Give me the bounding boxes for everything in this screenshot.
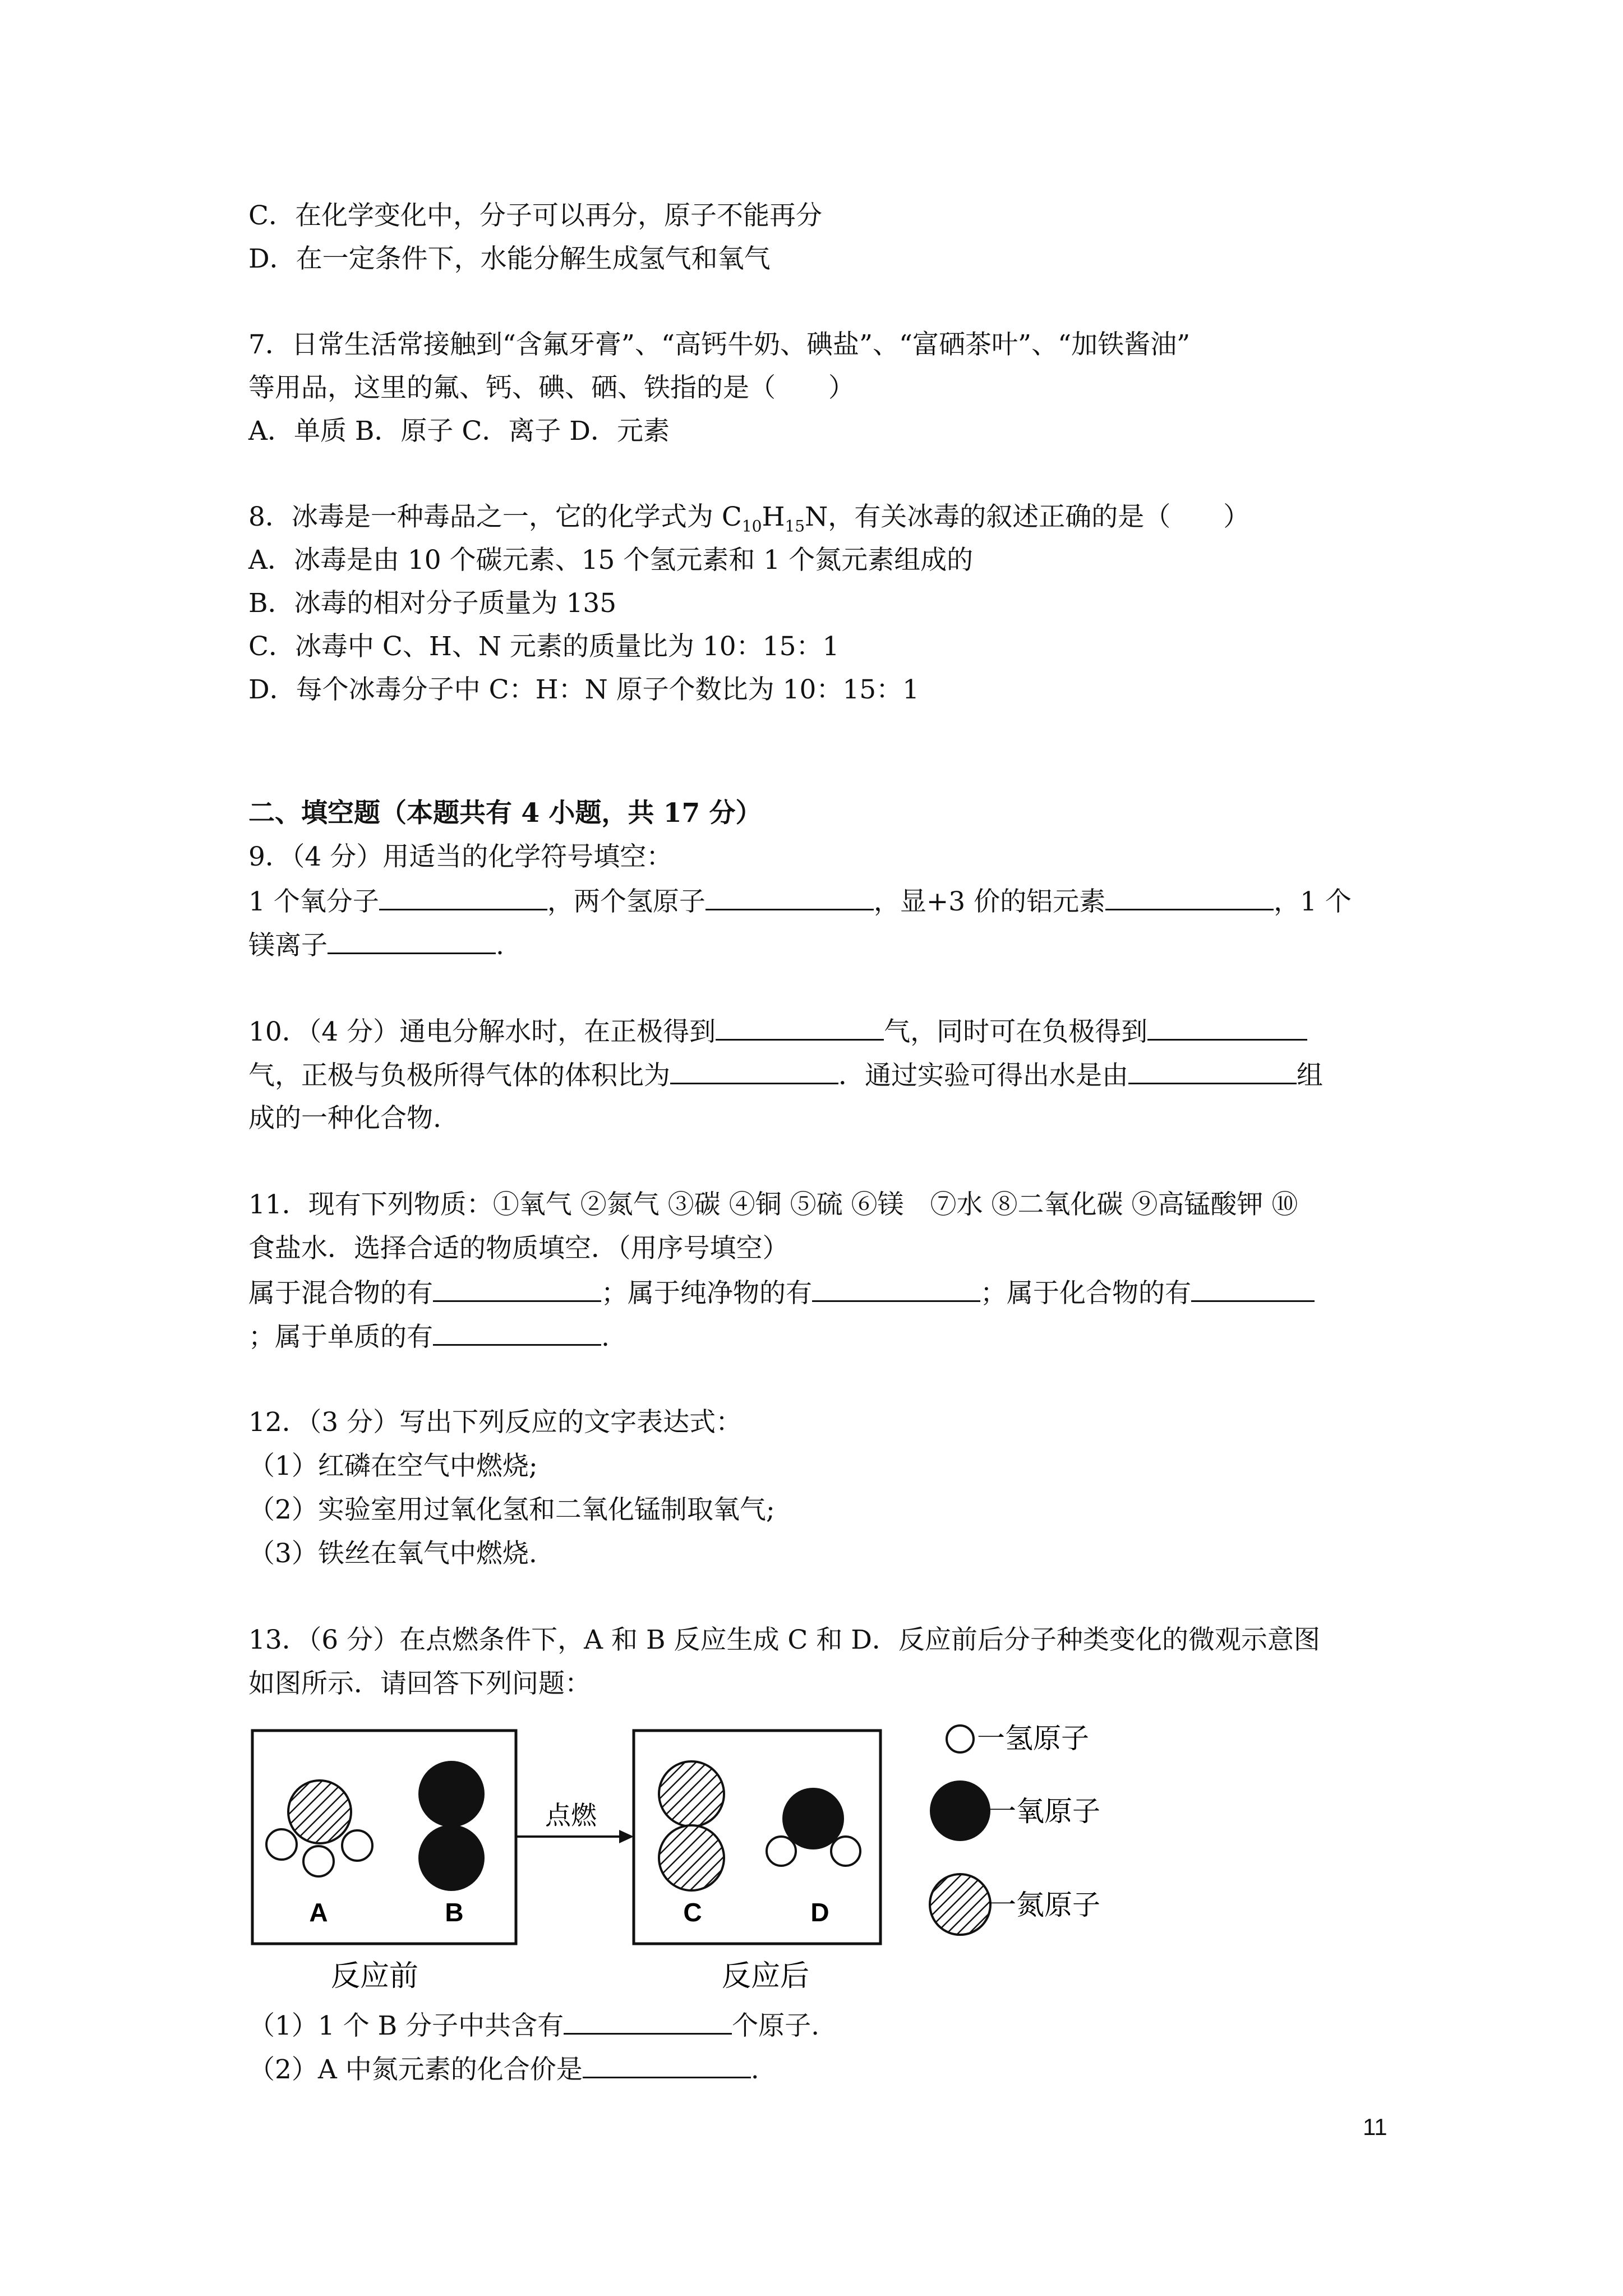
q7-stem-line2: 等用品，这里的氟、钙、碘、硒、铁指的是（ ）: [248, 372, 855, 403]
q12-item3: （3）铁丝在氧气中燃烧.: [248, 1538, 537, 1569]
q11-stem-line1: 11．现有下列物质：①氧气 ②氮气 ③碳 ④铜 ⑤硫 ⑥镁 ⑦水 ⑧二氧化碳 ⑨高锰酸钾 ⑩: [248, 1189, 1298, 1220]
answer-blank[interactable]: [1191, 1276, 1315, 1302]
arrow-head: [619, 1830, 634, 1843]
answer-blank[interactable]: [564, 2008, 732, 2035]
q8-option-d: D．每个冰毒分子中 C：H：N 原子个数比为 10：15：1: [248, 674, 920, 705]
q8-stem: 8．冰毒是一种毒品之一，它的化学式为 $C_{10}H_{15}N$，有关冰毒的叙述正确的是（ ）: [248, 501, 1250, 536]
section2-title: 二、填空题（本题共有 4 小题，共 17 分）: [248, 798, 762, 829]
reaction-microscopic-diagram: [247, 1711, 1144, 2003]
q7-options: A．单质 B．原子 C．离子 D．元素: [248, 416, 670, 447]
label-d: D: [810, 1898, 829, 1927]
hydrogen-atom-d1: [767, 1837, 796, 1866]
q12-item2: （2）实验室用过氧化氢和二氧化锰制取氧气;: [248, 1494, 775, 1525]
q9-stem: 9．（4 分）用适当的化学符号填空：: [248, 841, 673, 872]
q9-line2: 镁离子 .: [248, 928, 504, 963]
hydrogen-atom-a3: [342, 1830, 372, 1861]
legend-nitrogen-label: 一氮原子: [988, 1889, 1100, 1921]
q6-option-c: C．在化学变化中，分子可以再分，原子不能再分: [248, 200, 822, 231]
legend-oxygen-label: 一氧原子: [988, 1795, 1100, 1828]
q13-stem-line2: 如图所示．请回答下列问题：: [248, 1668, 591, 1699]
nitrogen-atom-c1: [659, 1761, 724, 1826]
q8-option-c: C．冰毒中 C、H、N 元素的质量比为 10：15：1: [248, 631, 840, 662]
answer-blank[interactable]: [1147, 1014, 1307, 1041]
q7-stem-line1: 7．日常生活常接触到“含氟牙膏”、“高钙牛奶、碘盐”、“富硒茶叶”、“加铁酱油”: [248, 329, 1191, 360]
answer-blank[interactable]: [328, 928, 496, 954]
oxygen-atom-b1: [418, 1761, 485, 1827]
answer-blank[interactable]: [812, 1276, 980, 1302]
q6-option-d: D．在一定条件下，水能分解生成氢气和氧气: [248, 243, 771, 274]
q10-line2: 气，正极与负极所得气体的体积比为 ．通过实验可得出水是由 组: [248, 1058, 1323, 1093]
label-a: A: [309, 1898, 328, 1927]
arrow-label: 点燃: [545, 1800, 597, 1830]
label-c: C: [683, 1898, 702, 1927]
label-b: B: [445, 1898, 464, 1927]
answer-blank[interactable]: [583, 2052, 751, 2078]
answer-blank[interactable]: [433, 1319, 601, 1346]
q10-line1: 10．（4 分）通电分解水时，在正极得到 气，同时可在负极得到: [248, 1014, 1307, 1049]
q12-item1: （1）红磷在空气中燃烧;: [248, 1451, 538, 1481]
legend-hydrogen-label: 一氢原子: [977, 1722, 1089, 1755]
hydrogen-atom-a2: [303, 1846, 334, 1876]
legend-oxygen-icon: [930, 1780, 990, 1841]
q10-line3: 成的一种化合物.: [248, 1103, 441, 1134]
q11-stem-line2: 食盐水．选择合适的物质填空．（用序号填空）: [248, 1233, 789, 1264]
nitrogen-atom-c2: [659, 1825, 724, 1890]
oxygen-atom-b2: [418, 1825, 485, 1891]
q13-sub1: （1）1 个 B 分子中共含有 个原子.: [248, 2008, 819, 2043]
hydrogen-atom-d2: [831, 1837, 860, 1866]
q8-option-b: B．冰毒的相对分子质量为 135: [248, 588, 617, 619]
answer-blank[interactable]: [1128, 1058, 1297, 1084]
answer-blank[interactable]: [706, 884, 874, 910]
q13-sub2: （2）A 中氮元素的化合价是 .: [248, 2052, 759, 2087]
answer-blank[interactable]: [379, 884, 547, 910]
page-number: 11: [1363, 2114, 1387, 2140]
q11-line4: ；属于单质的有 .: [248, 1319, 610, 1354]
hydrogen-atom-a1: [266, 1829, 297, 1860]
q11-line3: 属于混合物的有 ；属于纯净物的有 ；属于化合物的有: [248, 1276, 1315, 1310]
nitrogen-atom-a: [288, 1780, 351, 1843]
legend-hydrogen-icon: [947, 1726, 974, 1752]
q12-stem: 12．（3 分）写出下列反应的文字表达式：: [248, 1407, 743, 1438]
q13-stem-line1: 13．（6 分）在点燃条件下，A 和 B 反应生成 C 和 D．反应前后分子种类变化的微观示意图: [248, 1625, 1320, 1655]
caption-after: 反应后: [721, 1959, 810, 1993]
answer-blank[interactable]: [716, 1014, 884, 1041]
caption-before: 反应前: [330, 1959, 419, 1993]
q8-option-a: A．冰毒是由 10 个碳元素、15 个氢元素和 1 个氮元素组成的: [248, 545, 974, 576]
answer-blank[interactable]: [433, 1276, 601, 1302]
answer-blank[interactable]: [670, 1058, 838, 1084]
answer-blank[interactable]: [1105, 884, 1274, 910]
q9-line1: 1 个氧分子 ，两个氢原子 ，显+3 价的铝元素 ，1 个: [248, 884, 1352, 919]
legend-nitrogen-icon: [930, 1874, 990, 1935]
